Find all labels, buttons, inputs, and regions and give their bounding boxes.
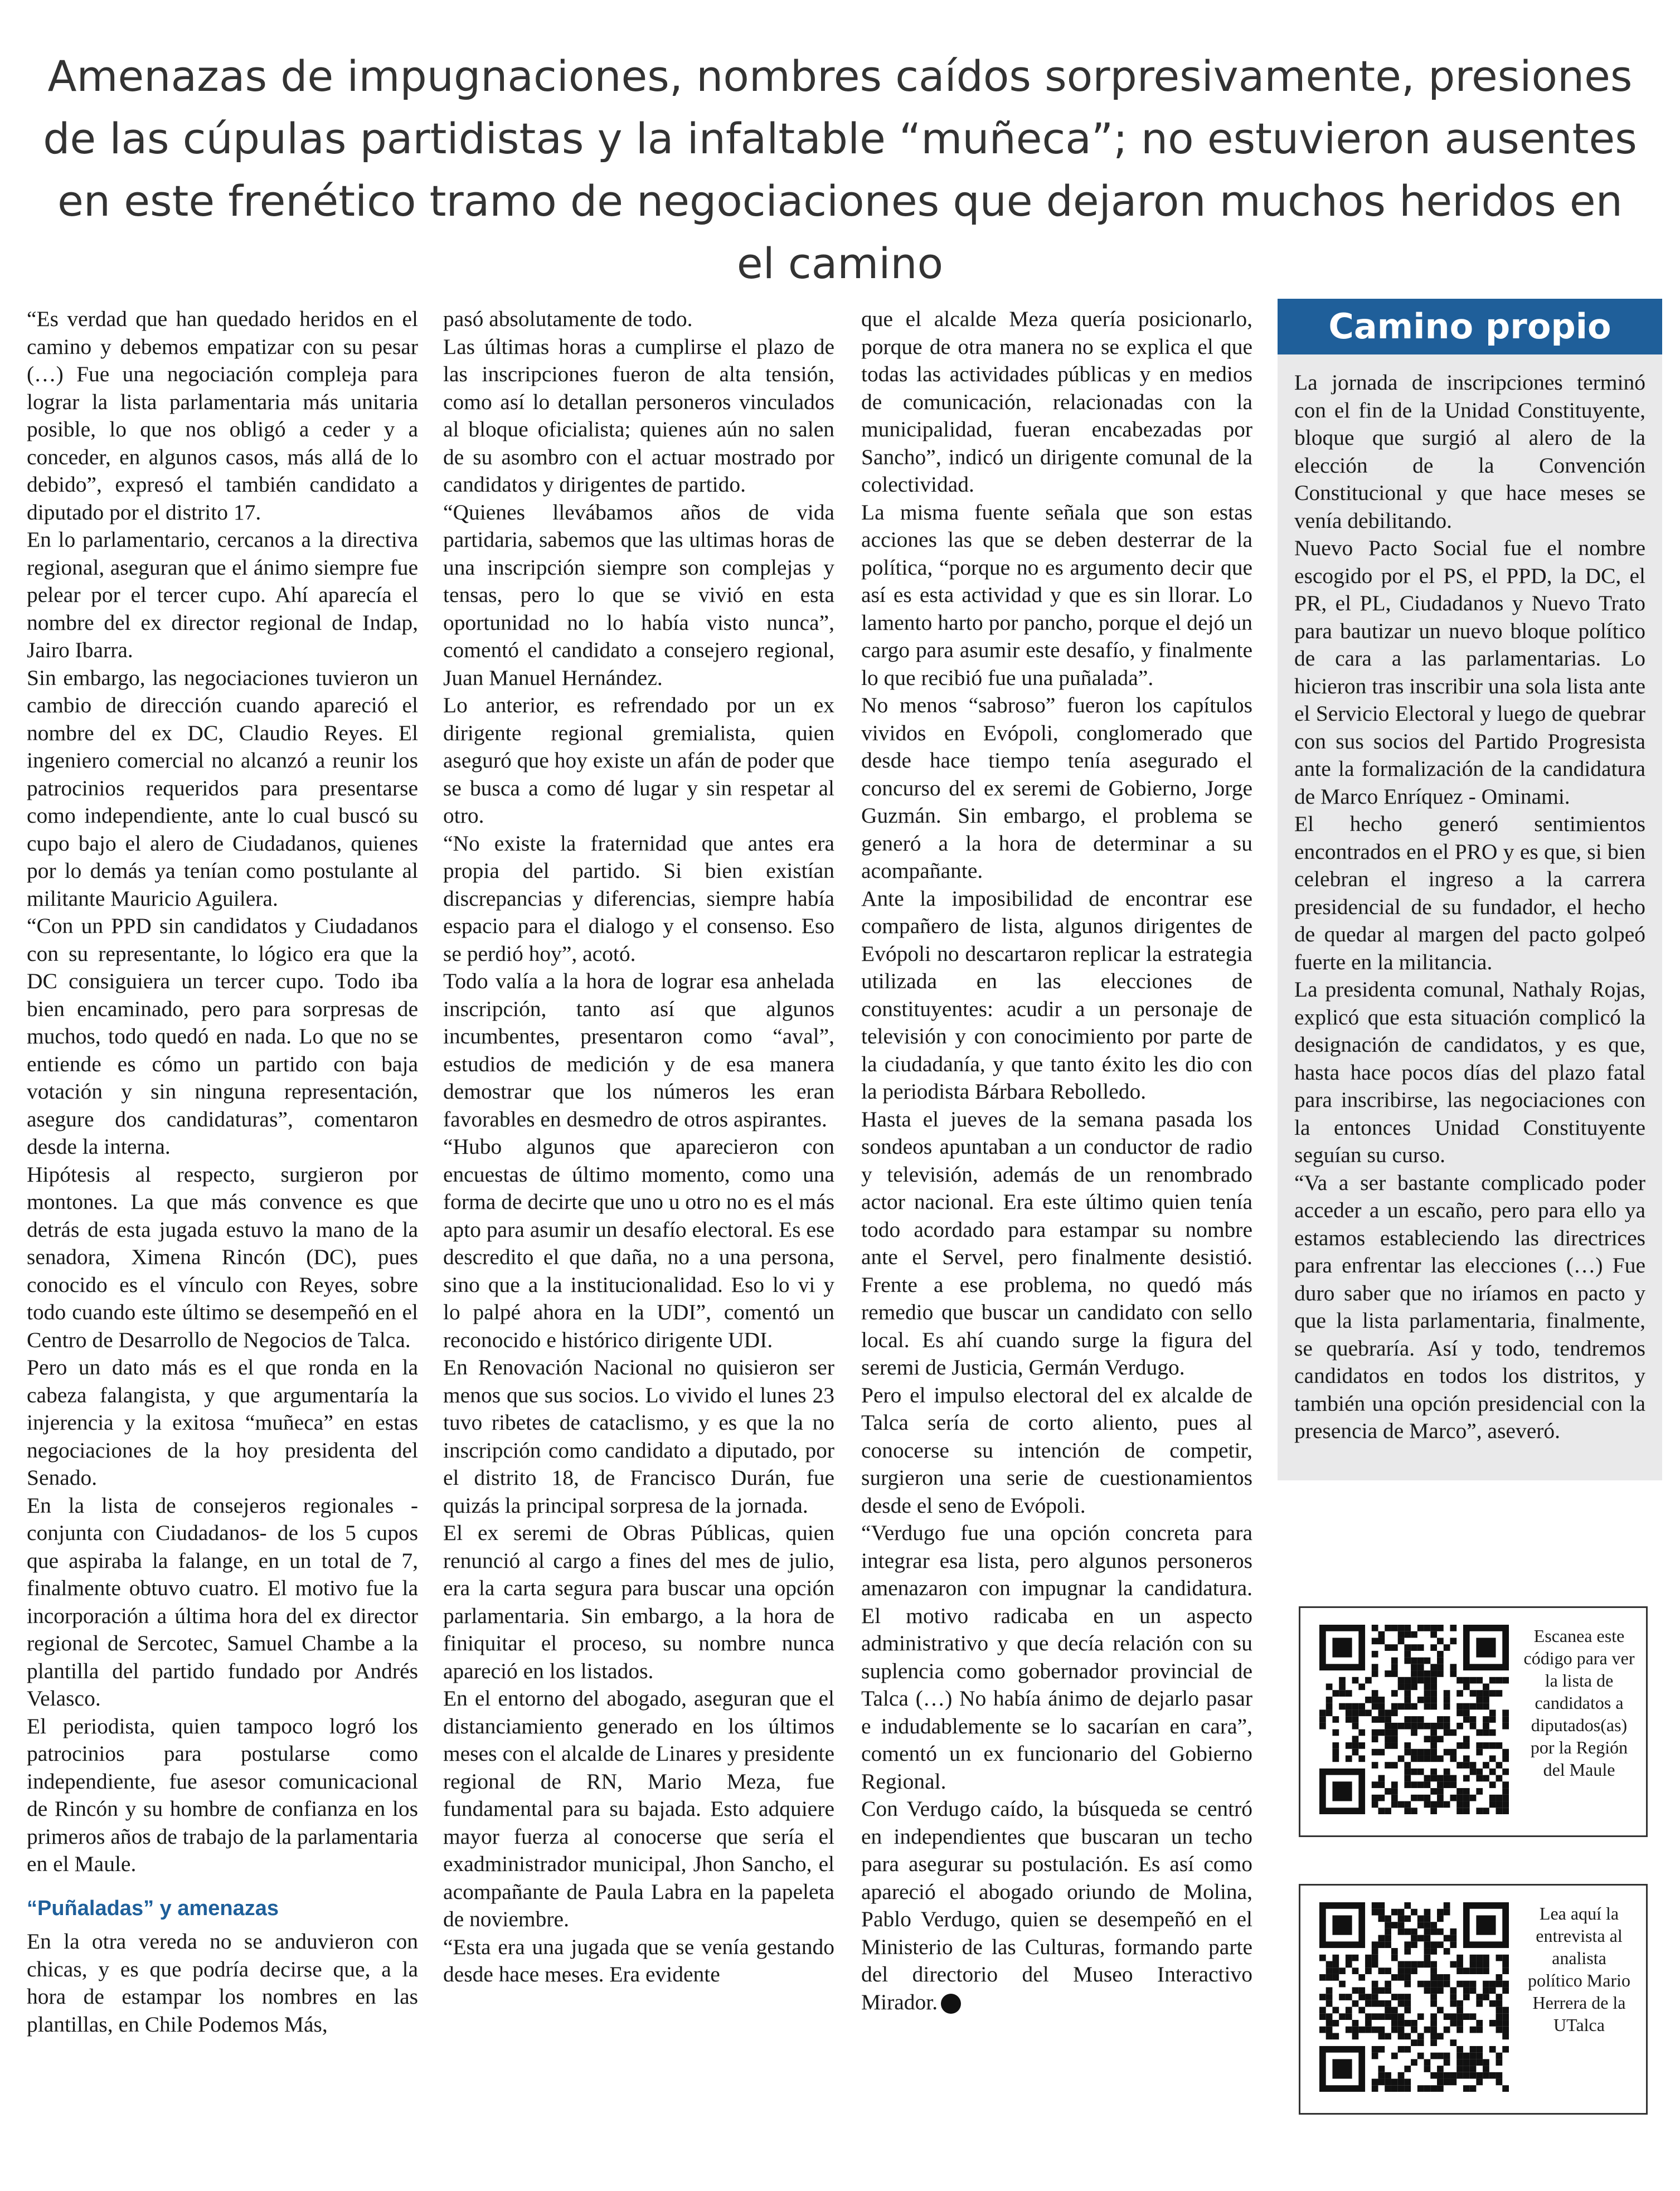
paragraph: Pero el impulso electoral del ex alcalde de Talca sería de corto aliento, pues al conocerse su intención de competir, surgieron una serie de cuestionamientos desde el seno de Evópoli.	[861, 1382, 1252, 1518]
paragraph: “No existe la fraternidad que antes era propia del partido. Si bien existían discrepancias y diferencias, siempre había espacio para el dialogo y el consenso. Eso se perdió hoy”, acotó.	[443, 830, 834, 966]
paragraph: El ex seremi de Obras Públicas, quien renunció al cargo a fines del mes de julio, era la carta segura para buscar una opción parlamentaria. Sin embargo, a la hora de finiquitar el proceso, su nombre nunca apareció en los listados.	[443, 1520, 834, 1683]
paragraph: pasó absolutamente de todo.	[443, 307, 693, 331]
paragraph: No menos “sabroso” fueron los capítulos vividos en Evópoli, conglomerado que desde hace tiempo tenía asegurado el concurso del ex seremi de Gobierno, Jorge Guzmán. Sin embargo, el problema se generó a la hora de determinar a su acompañante.	[861, 693, 1252, 883]
paragraph: Ante la imposibilidad de encontrar ese compañero de lista, algunos dirigentes de Evópoli no descartaron replicar la estrategia utilizada en las elecciones de constituyentes: acudir a un personaje de televisión y con conocimiento por parte de la ciudadanía, y que tanto éxito les dio con la periodista Bárbara Rebolledo.	[861, 886, 1252, 1104]
sidebar-paragraph: Nuevo Pacto Social fue el nombre escogido por el PS, el PPD, la DC, el PR, el PL, Ciudadanos y Nuevo Trato para bautizar un nuevo bloque político de cara a las parlamentarias. Lo hicieron tras inscribir una sola lista ante el Servicio Electoral y luego de quebrar con sus socios del Partido Progresista ante la formalización de la candidatura de Marco Enríquez - Ominami.	[1294, 536, 1645, 809]
qr-caption: Escanea este código para ver la lista de candidatos a diputados(as) por la Región del Maule	[1523, 1626, 1635, 1780]
sidebar-paragraph: “Va a ser bastante complicado poder acceder a un escaño, pero para ello ya estamos estableciendo las directrices para enfrentar las elecciones (…) Fue duro saber que no iríamos en pacto y que la lista parlamentaria, finalmente, se quebraría. Así y todo, tendremos candidatos en todos los distritos, y también una opción presidencial con la presencia de Marco”, aseveró.	[1294, 1170, 1645, 1443]
paragraph: Todo valía a la hora de lograr esa anhelada inscripción, tanto así que algunos incumbentes, presentaron como “aval”, estudios de medición y de esa manera demostrar que los números les eran favorables en desmedro de otros aspirantes.	[443, 969, 834, 1131]
paragraph: Las últimas horas a cumplirse el plazo de las inscripciones fueron de alta tensión, como así lo detallan personeros vinculados al bloque oficialista; quienes aún no salen de su asombro con el actuar mostrado por candidatos y dirigentes de partido.	[443, 334, 834, 497]
paragraph-text: Con Verdugo caído, la búsqueda se centró en independientes que buscaran un techo para asegurar su postulación. Es así como apareció el abogado oriundo de Molina, Pablo Verdugo, quien se desempeñó en el Ministerio de las Culturas, formando parte del directorio del Museo Interactivo Mirador.	[861, 1796, 1252, 2014]
paragraph: En Renovación Nacional no quisieron ser menos que sus socios. Lo vivido el lunes 23 tuvo ribetes de cataclismo, y es que la no inscripción como candidato a diputado, por el distrito 18, de Francisco Durán, fue quizás la principal sorpresa de la jornada.	[443, 1355, 834, 1518]
sidebar-body	[1278, 354, 1662, 1480]
headline: Amenazas de impugnaciones, nombres caídos sorpresivamente, presiones de las cúpulas partidistas y la infaltable “muñeca”; no estuvieron ausentes en este frenético tramo de negociaciones que dejaron muchos heridos en el camino	[43, 51, 1637, 288]
sidebar-paragraph: La jornada de inscripciones terminó con el fin de la Unidad Constituyente, bloque que surgió al alero de la elección de la Convención Constitucional y que hace meses se venía debilitando.	[1294, 370, 1645, 533]
paragraph: En el entorno del abogado, aseguran que el distanciamiento generado en los últimos meses con el alcalde de Linares y presidente regional de RN, Mario Meza, fue fundamental para su bajada. Esto adquiere mayor fuerza al conocerse que sería el exadministrador municipal, Jhon Sancho, el acompañante de Paula Labra en la papeleta de noviembre.	[443, 1686, 834, 1931]
sidebar-paragraph: El hecho generó sentimientos encontrados en el PRO y es que, si bien celebran el ingreso a la carrera presidencial de su fundador, el hecho de quedar al margen del pacto golpeó fuerte en la militancia.	[1294, 812, 1645, 974]
paragraph: En la otra vereda no se anduvieron con chicas, y es que podría decirse que, a la hora de estampar los nombres en las plantillas, en Chile Podemos Más,	[27, 1929, 418, 2037]
paragraph: La misma fuente señala que son estas acciones las que se deben desterrar de la política, “porque no es argumento decir que así es esta actividad y que es sin llorar. Lo lamento harto por pancho, porque el dejó un cargo para asumir este desafío, y finalmente lo que recibió fue una puñalada”.	[861, 499, 1252, 690]
article-column-1	[27, 305, 418, 2038]
article-column-2	[443, 305, 834, 1989]
paragraph: El periodista, quien tampoco logró los patrocinios para postularse como independiente, fue asesor comunicacional de Rincón y su hombre de confianza en los primeros años de trabajo de la parlamentaria en el Maule.	[27, 1713, 418, 1876]
paragraph: Pero un dato más es el que ronda en la cabeza falangista, y que argumentaría la injerencia y la exitosa “muñeca” en estas negociaciones de la hoy presidenta del Senado.	[27, 1355, 418, 1490]
end-of-article-icon	[941, 1994, 961, 2014]
paragraph: Sin embargo, las negociaciones tuvieron un cambio de dirección cuando apareció el nombre del ex DC, Claudio Reyes. El ingeniero comercial no alcanzó a reunir los patrocinios requeridos para presentarse como independiente, ante lo cual buscó su cupo bajo el alero de Ciudadanos, quienes por lo demás ya tenían como postulante al militante Mauricio Aguilera.	[27, 665, 418, 911]
sidebar-title: Camino propio	[1278, 299, 1662, 354]
paragraph-last	[861, 1795, 1252, 2016]
section-subhead: “Puñaladas” y amenazas	[27, 1896, 279, 1920]
paragraph: Lo anterior, es refrendado por un ex dirigente regional gremialista, quien aseguró que hoy existe un afán de poder que se busca a como dé lugar y sin respetar al otro.	[443, 693, 834, 828]
paragraph: “Con un PPD sin candidatos y Ciudadanos con su representante, lo lógico era que la DC consiguiera un tercer cupo. Todo iba bien encaminado, pero para sorpresas de muchos, todo quedó en nada. Lo que no se entiende es cómo un partido con baja votación y sin ninguna representación, asegure dos candidaturas”, comentaron desde la interna.	[27, 914, 418, 1159]
qr-code-icon[interactable]	[1319, 1902, 1509, 2092]
paragraph: Hipótesis al respecto, surgieron por montones. La que más convence es que detrás de esta jugada estuvo la mano de la senadora, Ximena Rincón (DC), pues conocido es el vínculo con Reyes, sobre todo cuando este último se desempeñó en el Centro de Desarrollo de Negocios de Talca.	[27, 1162, 418, 1352]
paragraph: “Esta era una jugada que se venía gestando desde hace meses. Era evidente	[443, 1934, 834, 1986]
qr-box-candidates	[1299, 1606, 1648, 1837]
qr-code-icon[interactable]	[1319, 1625, 1509, 1814]
qr-caption: Lea aquí la entrevista al analista político Mario Herrera de la UTalca	[1528, 1903, 1630, 2035]
qr-box-interview	[1299, 1884, 1648, 2115]
sidebar-box	[1278, 299, 1662, 1525]
article-column-3	[861, 305, 1252, 2016]
paragraph: En lo parlamentario, cercanos a la directiva regional, aseguran que el ánimo siempre fue pelear por el tercer cupo. Ahí aparecía el nombre del ex director regional de Indap, Jairo Ibarra.	[27, 527, 418, 662]
sidebar-paragraph: La presidenta comunal, Nathaly Rojas, explicó que esta situación complicó la designación de candidatos, y es que, hasta hace pocos días del plazo fatal para inscribirse, las negociaciones con la entonces Unidad Constituyente seguían su curso.	[1294, 977, 1645, 1167]
paragraph: En la lista de consejeros regionales -conjunta con Ciudadanos- de los 5 cupos que aspiraba la falange, en un total de 7, finalmente obtuvo cuatro. El motivo fue la incorporación a última hora del ex director regional de Sercotec, Samuel Chambe a la plantilla del partido fundado por Andrés Velasco.	[27, 1493, 418, 1711]
paragraph: “Hubo algunos que aparecieron con encuestas de último momento, como una forma de decirte que uno u otro no es el más apto para asumir un desafío electoral. Es ese descredito el que daña, no a una persona, sino que a la institucionalidad. Eso lo vi y lo palpé ahora en la UDI”, comentó un reconocido e histórico dirigente UDI.	[443, 1134, 834, 1352]
paragraph: Hasta el jueves de la semana pasada los sondeos apuntaban a un conductor de radio y televisión, además de un renombrado actor nacional. Era este último quien tenía todo acordado para estampar su nombre ante el Servel, pero finalmente desistió. Frente a ese problema, no quedó más remedio que buscar un candidato con sello local. Es ahí cuando surge la figura del seremi de Justicia, Germán Verdugo.	[861, 1106, 1252, 1379]
paragraph: “Verdugo fue una opción concreta para integrar esa lista, pero algunos personeros amenazaron con impugnar la candidatura. El motivo radicaba en un aspecto administrativo y que decía relación con su suplencia como gobernador provincial de Talca (…) No había ánimo de dejarlo pasar e indudablemente se lo sacarían en cara”, comentó un ex funcionario del Gobierno Regional.	[861, 1520, 1252, 1794]
paragraph: “Quienes llevábamos años de vida partidaria, sabemos que las ultimas horas de una inscripción siempre son complejas y tensas, pero lo que se vivió en esta oportunidad no lo había visto nunca”, comentó el candidato a consejero regional, Juan Manuel Hernández.	[443, 499, 834, 690]
paragraph: que el alcalde Meza quería posicionarlo, porque de otra manera no se explica el que todas las actividades públicas y en medios de comunicación, relacionadas con la municipalidad, fueran encabezadas por Sancho”, indicó un dirigente comunal de la colectividad.	[861, 307, 1252, 497]
paragraph: “Es verdad que han quedado heridos en el camino y debemos empatizar con su pesar (…) Fue una negociación compleja para lograr la lista parlamentaria más unitaria posible, lo que nos obligó a ceder y a conceder, en algunos casos, más allá de lo debido”, expresó el también candidato a diputado por el distrito 17.	[27, 307, 418, 524]
